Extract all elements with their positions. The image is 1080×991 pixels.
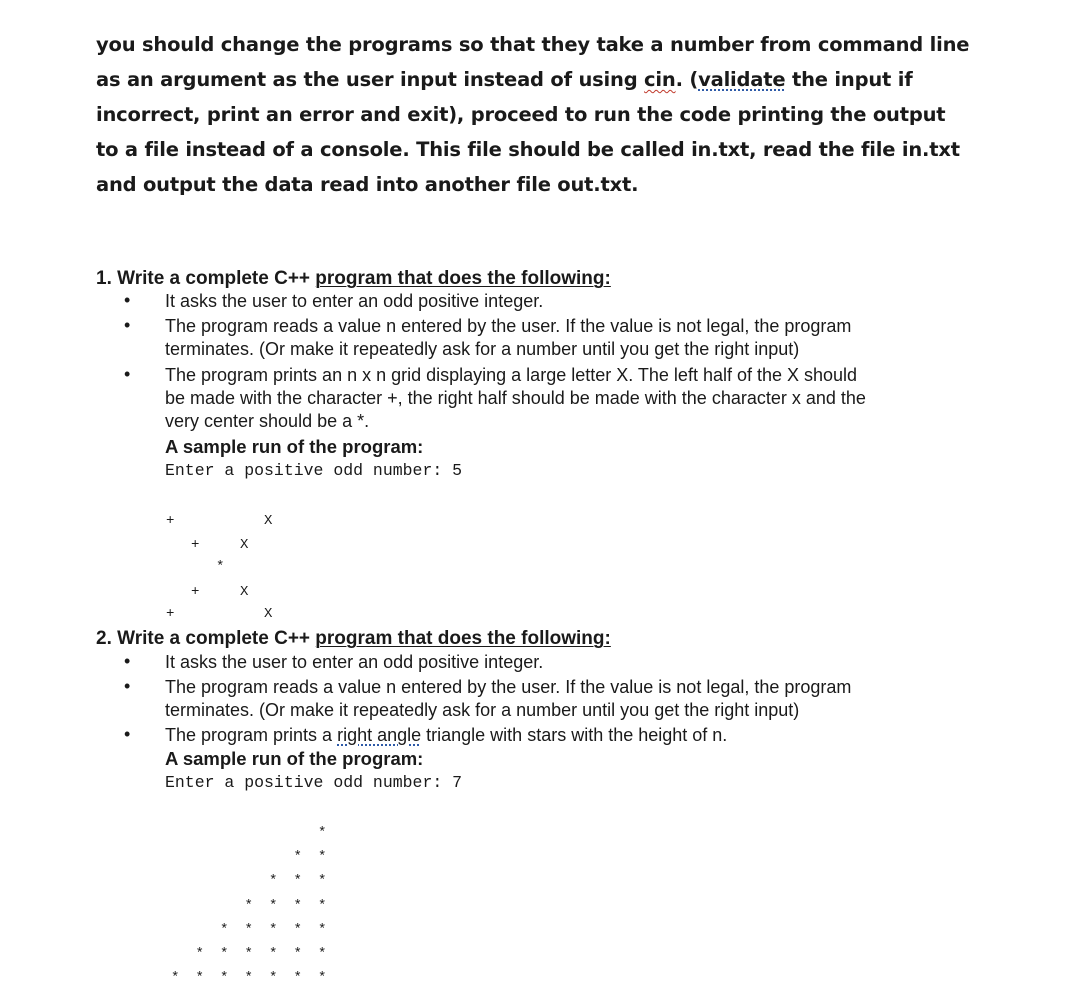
triangle-star: *	[318, 970, 327, 987]
grid-star: *	[216, 559, 225, 575]
intro-line-3: incorrect, print an error and exit), proceed to run the code printing the output	[96, 103, 946, 126]
intro-line-2: as an argument as the user input instead of using cin. (validate the input if	[96, 68, 913, 91]
q2-sample-label: A sample run of the program:	[165, 748, 424, 769]
triangle-star: *	[293, 849, 302, 866]
right-angle-link: right angle	[337, 725, 422, 745]
triangle-star: *	[293, 897, 302, 914]
q1-bullet-2: •	[124, 315, 131, 335]
triangle-star: *	[220, 970, 229, 987]
triangle-star: *	[244, 921, 253, 938]
q2-bullet-3: •	[124, 724, 131, 744]
q1-bullet-1: •	[124, 290, 131, 310]
triangle-star: *	[195, 946, 204, 962]
grid-x: X	[240, 584, 249, 600]
validate-word: validate	[698, 68, 786, 91]
triangle-star: *	[269, 970, 278, 987]
triangle-star: *	[244, 897, 253, 914]
triangle-star: *	[318, 873, 327, 890]
grid-x: X	[264, 513, 273, 529]
q1-bullet-1-text: It asks the user to enter an odd positive integer.	[165, 291, 544, 311]
triangle-star: *	[220, 946, 229, 962]
q1-bullet-3-line-3: very center should be a *.	[165, 411, 370, 431]
triangle-star: *	[269, 946, 278, 962]
q2-bullet-1-text: It asks the user to enter an odd positive integer.	[165, 652, 544, 672]
grid-x: X	[240, 537, 249, 553]
triangle-star: *	[269, 921, 278, 938]
triangle-star: *	[269, 873, 278, 890]
q2-bullet-2: •	[124, 676, 131, 696]
grid-plus: +	[166, 513, 175, 529]
intro-line-5: and output the data read into another file out.txt.	[96, 173, 639, 196]
triangle-star: *	[318, 946, 327, 962]
triangle-star: *	[244, 946, 253, 962]
grid-plus: +	[191, 584, 200, 600]
triangle-star: *	[195, 970, 204, 987]
q2-heading: 2. Write a complete C++ program that does the following:	[96, 628, 611, 649]
triangle-star: *	[293, 970, 302, 987]
intro-paragraph	[96, 27, 996, 202]
q1-bullet-2-line-1: The program reads a value n entered by the user. If the value is not legal, the program	[165, 316, 852, 336]
triangle-star: *	[318, 825, 327, 841]
cin-misspelled: cin	[644, 68, 676, 91]
q1-sample-label: A sample run of the program:	[165, 436, 424, 457]
grid-plus: +	[166, 606, 175, 622]
triangle-star: *	[293, 921, 302, 938]
triangle-star: *	[220, 921, 229, 938]
intro-line-1: you should change the programs so that they take a number from command line	[96, 33, 970, 56]
triangle-star: *	[171, 970, 180, 987]
triangle-star: *	[318, 897, 327, 914]
q2-bullet-3-text: The program prints a right angle triangle with stars with the height of n.	[165, 725, 728, 745]
q1-bullet-2-line-2: terminates. (Or make it repeatedly ask for a number until you get the right input)	[165, 339, 800, 359]
q1-bullet-3-line-1: The program prints an n x n grid displaying a large letter X. The left half of the X should	[165, 365, 858, 385]
triangle-star: *	[293, 873, 302, 890]
grid-plus: +	[191, 537, 200, 553]
q2-bullet-2-line-2: terminates. (Or make it repeatedly ask for a number until you get the right input)	[165, 700, 800, 720]
q1-bullet-3: •	[124, 364, 131, 384]
intro-line-4: to a file instead of a console. This file should be called in.txt, read the file in.txt	[96, 138, 960, 161]
triangle-star: *	[318, 849, 327, 866]
q2-bullet-2-line-1: The program reads a value n entered by the user. If the value is not legal, the program	[165, 677, 852, 697]
triangle-star: *	[293, 946, 302, 962]
triangle-star: *	[244, 970, 253, 987]
q2-bullet-1: •	[124, 651, 131, 671]
q1-heading: 1. Write a complete C++ program that does the following:	[96, 268, 611, 289]
grid-x: X	[264, 606, 273, 622]
triangle-star: *	[318, 921, 327, 938]
q1-bullet-3-line-2: be made with the character +, the right half should be made with the character x and the	[165, 388, 866, 408]
q2-prompt: Enter a positive odd number: 7	[165, 773, 463, 792]
triangle-star: *	[269, 897, 278, 914]
q1-prompt: Enter a positive odd number: 5	[165, 461, 463, 480]
